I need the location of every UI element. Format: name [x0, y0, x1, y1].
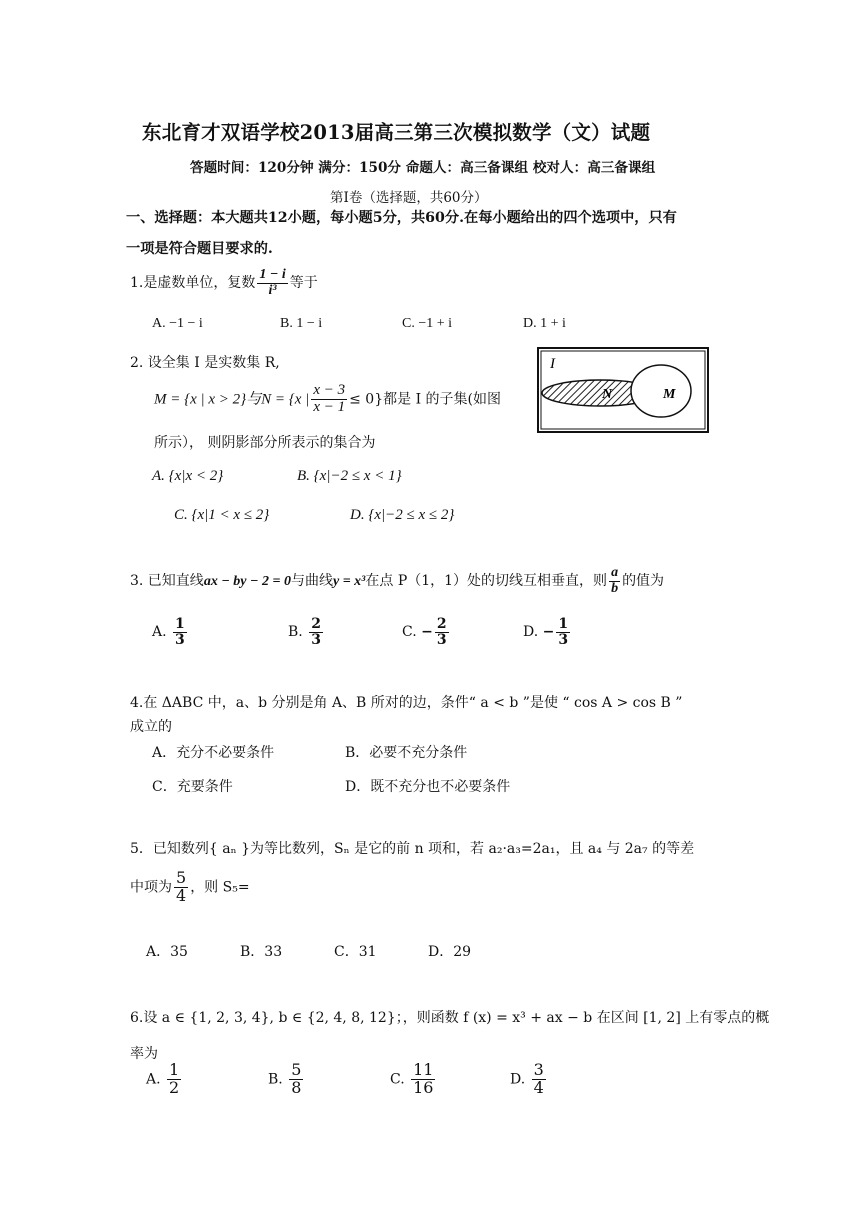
q6-d-den: 4 — [533, 1077, 544, 1097]
q3-prefix: 3. 已知直线 — [130, 573, 204, 590]
venn-diagram — [536, 346, 710, 434]
q6-a-frac — [167, 1062, 181, 1097]
q2-sets — [154, 383, 501, 416]
q3-d-den: 3 — [558, 631, 569, 648]
q1-option-a: A. −1 − i — [152, 316, 203, 331]
q3-d-num: 1 — [558, 616, 569, 632]
q3-c-den: 3 — [436, 631, 447, 648]
label-i: I — [550, 356, 555, 372]
q3-a-den: 3 — [175, 631, 185, 648]
q5-line2-prefix: 中项为 — [130, 879, 172, 896]
q6-b-label: B. — [268, 1071, 283, 1088]
q3-c-frac — [435, 617, 449, 647]
q5-line1: 5．已知数列{ aₙ }为等比数列，Sₙ 是它的前 n 项和，若 a₂·a₃=2a₁，且 a₄ 与 2a₇ 的等差 — [130, 841, 695, 857]
q3-fraction — [609, 566, 620, 596]
q1-prefix: 1.是虚数单位，复数 — [130, 275, 256, 292]
q1-suffix: 等于 — [289, 275, 318, 292]
q3-c-num: 2 — [436, 616, 447, 632]
q6-option-d — [510, 1062, 548, 1097]
q3-c-sign: − — [421, 624, 433, 641]
q2-fraction — [311, 383, 347, 416]
exam-info: 答题时间：120分钟 满分：150分 命题人：高三备课组 校对人：高三备课组 — [190, 160, 656, 176]
q3-frac-den: b — [611, 580, 619, 596]
q6-option-b — [268, 1062, 305, 1097]
q3-c-label: C. — [402, 624, 417, 641]
q6-b-frac — [289, 1062, 303, 1097]
q5-frac-den: 4 — [176, 885, 187, 905]
question-3 — [130, 566, 664, 596]
question-1 — [130, 268, 318, 298]
q1-option-b: B. 1 − i — [280, 316, 323, 331]
q5-line2-suffix: ，则 S₅= — [190, 879, 250, 896]
q3-b-label: B. — [288, 624, 303, 641]
q6-line1: 6.设 a ∈ {1, 2, 3, 4}, b ∈ {2, 4, 8, 12}；，则函数 f (x) = x³ + ax − b 在区间 [1, 2] 上有零点的概 — [130, 1010, 770, 1026]
q4-option-c: C．充要条件 — [152, 779, 233, 795]
q6-d-frac — [532, 1062, 546, 1097]
q1-option-c: C. −1 + i — [402, 316, 453, 331]
q6-c-num: 11 — [413, 1060, 434, 1079]
q5-frac-num: 5 — [176, 868, 187, 887]
q6-d-label: D. — [510, 1071, 526, 1088]
q2-after: ≤ 0}都是 I 的子集(如图 — [349, 391, 502, 408]
q6-option-a — [146, 1062, 183, 1097]
q3-option-c — [402, 617, 451, 647]
q3-d-frac — [556, 617, 570, 647]
q2-option-c: C. {x|1 < x ≤ 2} — [174, 507, 270, 523]
q3-d-sign: − — [542, 624, 555, 641]
q6-d-num: 3 — [533, 1060, 544, 1079]
q6-c-label: C. — [390, 1071, 405, 1088]
q6-option-c — [390, 1062, 437, 1097]
q3-option-d — [523, 617, 572, 647]
q2-frac-den: x − 1 — [313, 398, 346, 415]
q3-a-frac — [173, 617, 187, 647]
q3-option-b — [288, 617, 325, 647]
set-m-ellipse — [631, 365, 691, 417]
q2-option-b: B. {x|−2 ≤ x < 1} — [297, 468, 402, 484]
q6-c-frac — [411, 1062, 435, 1097]
q6-a-num: 1 — [169, 1060, 180, 1079]
volume-heading: 第Ⅰ卷（选择题，共60分） — [330, 190, 488, 206]
q2-line1: 2. 设全集 I 是实数集 R, — [130, 355, 280, 371]
q4-line1: 4.在 ΔABC 中，a、b 分别是角 A、B 所对的边，条件“ a < b ”是使 “ cos A > cos B ” — [130, 695, 683, 711]
q3-mid: 与曲线 — [290, 573, 333, 590]
q3-b-den: 3 — [311, 631, 321, 648]
q5-option-c: C．31 — [334, 944, 377, 960]
q3-expr2: y = x³ — [332, 574, 366, 590]
q4-line2: 成立的 — [130, 719, 172, 735]
q2-line3: 所示）， 则阴影部分所表示的集合为 — [154, 435, 376, 451]
q3-frac-num: a — [611, 565, 619, 580]
q6-line2: 率为 — [130, 1046, 158, 1062]
q6-c-den: 16 — [413, 1077, 434, 1097]
q2-m-part: M = {x | x > 2}与N = {x | — [154, 391, 310, 408]
q3-d-label: D. — [523, 624, 539, 641]
q3-suffix: 的值为 — [622, 573, 665, 590]
q3-b-frac — [309, 617, 323, 647]
page-title: 东北育才双语学校2013届高三第三次模拟数学（文）试题 — [142, 121, 651, 144]
q6-a-den: 2 — [169, 1077, 180, 1097]
q6-a-label: A. — [146, 1071, 161, 1088]
q3-option-a — [152, 617, 189, 647]
q1-fraction — [257, 268, 287, 298]
q6-b-num: 5 — [291, 1060, 302, 1079]
label-n: N — [602, 387, 613, 402]
q1-frac-den: i³ — [268, 282, 277, 298]
q2-frac-num: x − 3 — [313, 382, 346, 398]
q4-option-d: D．既不充分也不必要条件 — [345, 779, 511, 795]
q6-b-den: 8 — [291, 1077, 302, 1097]
q2-option-a: A. {x|x < 2} — [152, 468, 224, 484]
q2-option-d: D. {x|−2 ≤ x ≤ 2} — [350, 507, 455, 523]
q5-fraction — [174, 870, 188, 905]
q1-option-d: D. 1 + i — [523, 316, 566, 331]
q5-option-b: B．33 — [240, 944, 283, 960]
q5-option-d: D．29 — [428, 944, 472, 960]
q3-expr1: ax − by − 2 = 0 — [203, 574, 291, 590]
section-instructions-line2: 一项是符合题目要求的. — [126, 241, 273, 257]
q1-frac-num: 1 − i — [259, 267, 286, 282]
q3-b-num: 2 — [311, 616, 321, 632]
q4-option-a: A．充分不必要条件 — [152, 745, 275, 761]
q3-a-num: 1 — [175, 616, 185, 632]
q5-line2 — [130, 870, 250, 905]
label-m: M — [663, 387, 676, 402]
section-instructions-line1: 一、选择题：本大题共12小题，每小题5分，共60分.在每小题给出的四个选项中，只有 — [126, 210, 677, 226]
q5-option-a: A．35 — [146, 944, 188, 960]
q3-rest: 在点 P（1，1）处的切线互相垂直，则 — [365, 573, 608, 590]
q4-option-b: B．必要不充分条件 — [345, 745, 468, 761]
q3-a-label: A. — [152, 624, 167, 641]
